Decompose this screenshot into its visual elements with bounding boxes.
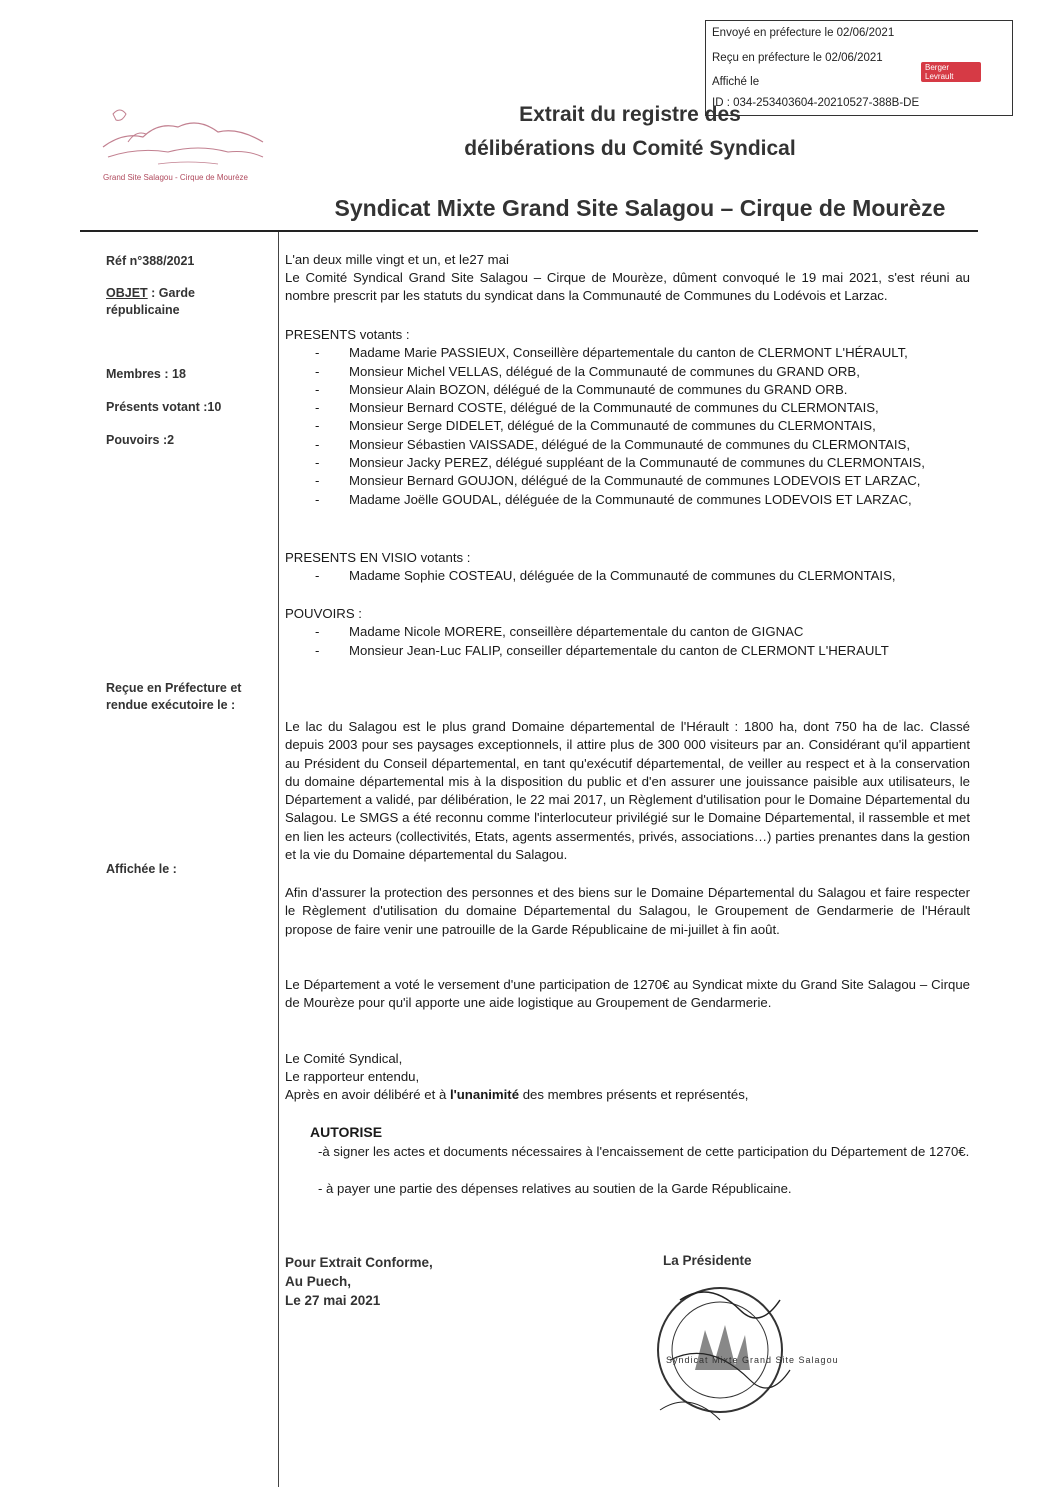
signature-block — [285, 1253, 433, 1310]
list-item: - Monsieur Michel VELLAS, délégué de la Communauté de communes du GRAND ORB, — [285, 363, 970, 381]
list-item: - Monsieur Serge DIDELET, délégué de la Communauté de communes du CLERMONTAIS, — [285, 417, 970, 435]
rapporteur-line: Le rapporteur entendu, — [285, 1069, 420, 1084]
deliberation-prefix: Après en avoir délibéré et à — [285, 1087, 450, 1102]
visio-heading: PRESENTS EN VISIO votants : — [285, 550, 471, 565]
prefecture-stamp — [705, 20, 1013, 116]
register-subtitle: délibérations du Comité Syndical — [464, 137, 796, 160]
powers-section — [285, 605, 970, 660]
stamp-received-date: Reçu en préfecture le 02/06/2021 — [712, 52, 883, 64]
unanimity-text: l'unanimité — [449, 1087, 520, 1102]
authorise-item-1: -à signer les actes et documents nécessaires à l'encaissement de cette participation du Département de 1270€. — [318, 1144, 970, 1159]
paragraph-protection: Afin d'assurer la protection des personnes et des biens sur le Domaine Départemental du Salagou et faire respecter le Règlement d'utilisation du domaine Départemental du Salagou, le Groupement de Gendarmerie de l'Hérault propose de faire venir une patrouille de la Garde Républicaine de mi-juillet à fin août. — [285, 885, 970, 937]
list-item: - Monsieur Sébastien VAISSADE, délégué de la Communauté de communes du CLERMONTAIS, — [285, 436, 970, 454]
deliberation-suffix: des membres présents et représentés, — [519, 1087, 749, 1102]
list-item: - Monsieur Alain BOZON, délégué de la Communauté de communes du GRAND ORB. — [285, 381, 970, 399]
powers-count: Pouvoirs :2 — [106, 433, 175, 447]
reference-number: Réf n°388/2021 — [106, 254, 195, 268]
stamp-id: ID : 034-253403604-20210527-388B-DE — [712, 97, 920, 109]
authorise-heading: AUTORISE — [310, 1124, 383, 1140]
list-item: - Monsieur Jacky PEREZ, délégué suppléant de la Communauté de communes du CLERMONTAIS, — [285, 454, 970, 472]
stamp-sent-date: Envoyé en préfecture le 02/06/2021 — [712, 27, 895, 39]
paragraph-funding: Le Département a voté le versement d'une participation de 1270€ au Syndicat mixte du Grand Site Salagou – Cirque de Mourèze pour qu'il apporte une aide logistique au Groupement de Gendarmerie. — [285, 977, 970, 1011]
posted-label: Affichée le : — [106, 862, 177, 876]
object-label: OBJET — [106, 286, 148, 300]
seal-text: Syndicat Mixte Grand Site Salagou — [666, 1355, 839, 1365]
logo-caption: Grand Site Salagou - Cirque de Mourèze — [103, 173, 248, 182]
present-voters-count: Présents votant :10 — [106, 400, 222, 414]
list-item: - Madame Marie PASSIEUX, Conseillère départementale du canton de CLERMONT L'HÉRAULT, — [285, 344, 970, 362]
president-title: La Présidente — [663, 1253, 752, 1268]
presents-list — [285, 344, 970, 509]
signature-date: Le 27 mai 2021 — [285, 1293, 381, 1308]
intro-date: L'an deux mille vingt et un, et le27 mai — [285, 252, 509, 267]
visio-list — [285, 567, 970, 585]
register-title: Extrait du registre des — [519, 103, 741, 126]
object-field — [106, 285, 271, 319]
authorise-item-2: - à payer une partie des dépenses relatives au soutien de la Garde Républicaine. — [318, 1181, 792, 1196]
list-item: - Monsieur Jean-Luc FALIP, conseiller départementale du canton de CLERMONT L'HERAULT — [285, 642, 970, 660]
intro-convocation: Le Comité Syndical Grand Site Salagou – Cirque de Mourèze, dûment convoqué le 19 mai 2021, s'est réuni au nombre prescrit par les statuts du syndicat dans la Communauté de Communes du Lodévois et Larzac. — [285, 270, 970, 304]
visio-section — [285, 549, 970, 586]
list-item: - Madame Joëlle GOUDAL, déléguée de la Communauté de communes LODEVOIS ET LARZAC, — [285, 491, 970, 509]
signature-place: Au Puech, — [285, 1274, 352, 1289]
object-value: : Garde républicaine — [106, 286, 195, 317]
presents-section — [285, 326, 970, 509]
paragraph-context: Le lac du Salagou est le plus grand Domaine départemental de l'Hérault : 1800 ha, dont 750 ha de lac. Classé depuis 2003 pour ses paysages exceptionnels, il attire plus de 300 000 visiteurs par an. Considérant qu'il appartient au Président du Conseil départemental, en tant qu'exécutif départemental, de veiller au respect et à la conservation du domaine départemental mis à la disposition du public et d'en assurer une jouissance paisible aux utilisateurs, le Département a validé, par délibération, le 22 mai 2017, un Règlement d'utilisation pour le Domaine Départemental du Salagou. Le SMGS a été reconnu comme l'interlocuteur privilégié sur le Domaine Départemental, il rassemble et met en lien les acteurs (collectivités, Etats, agents assermentés, privés, associations…) parties prenantes dans la gestion et la vie du Domaine départemental du Salagou. — [285, 719, 970, 863]
stamp-posted: Affiché le — [712, 76, 760, 88]
prefecture-received-label: Reçue en Préfecture et rendue exécutoire le : — [106, 681, 242, 712]
berger-levrault-logo: Berger Levrault — [921, 62, 981, 82]
list-item: - Madame Sophie COSTEAU, déléguée de la Communauté de communes du CLERMONTAIS, — [285, 567, 970, 585]
list-item: - Monsieur Bernard COSTE, délégué de la Communauté de communes du CLERMONTAIS, — [285, 399, 970, 417]
members-count: Membres : 18 — [106, 367, 186, 381]
organization-name: Syndicat Mixte Grand Site Salagou – Cirque de Mourèze — [334, 195, 946, 221]
deliberation-line — [285, 1086, 970, 1104]
list-item: - Monsieur Bernard GOUJON, délégué de la Communauté de communes LODEVOIS ET LARZAC, — [285, 472, 970, 490]
list-item: - Madame Nicole MORERE, conseillère départementale du canton de GIGNAC — [285, 623, 970, 641]
presents-heading: PRESENTS votants : — [285, 327, 410, 342]
extract-conforme: Pour Extrait Conforme, — [285, 1255, 433, 1270]
powers-list — [285, 623, 970, 660]
header-divider — [80, 230, 978, 232]
salagou-logo-icon — [98, 102, 268, 174]
committee-line: Le Comité Syndical, — [285, 1051, 403, 1066]
powers-heading: POUVOIRS : — [285, 606, 362, 621]
column-divider — [278, 232, 279, 1487]
